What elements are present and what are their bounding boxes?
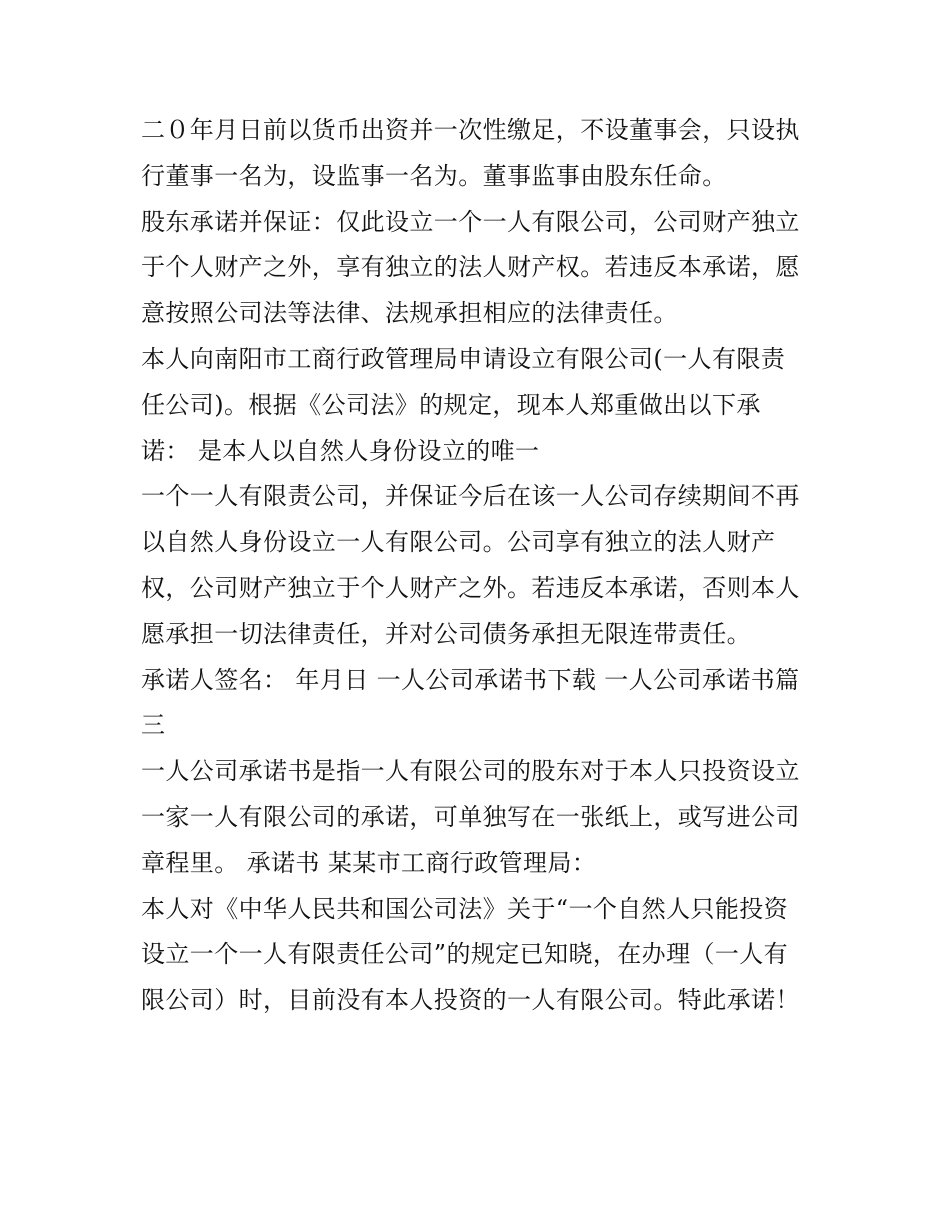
- text-line: 承诺人签名： 年月日 一人公司承诺书下载 一人公司承诺书篇: [141, 665, 800, 694]
- text-line: 行董事一名为，设监事一名为。董事监事由股东任命。: [141, 161, 727, 190]
- document-body: [141, 108, 831, 1024]
- text-line: 意按照公司法等法律、法规承担相应的法律责任。: [141, 299, 678, 328]
- text-line: 诺： 是本人以自然人身份设立的唯一: [141, 436, 540, 465]
- text-line: 限公司）时，目前没有本人投资的一人有限公司。特此承诺！: [141, 986, 800, 1015]
- text-line: 一个一人有限责公司，并保证今后在该一人公司存续期间不再: [141, 482, 800, 511]
- text-line: 二０年月日前以货币出资并一次性缴足，不设董事会，只设执: [141, 116, 800, 144]
- text-line: 权，公司财产独立于个人财产之外。若违反本承诺，否则本人: [141, 573, 800, 602]
- text-line: 本人对《中华人民共和国公司法》关于“一个自然人只能投资: [141, 894, 789, 923]
- text-line: 一家一人有限公司的承诺，可单独写在一张纸上，或写进公司: [141, 802, 800, 831]
- text-line: 设立一个一人有限责任公司”的规定已知晓，在办理（一人有: [141, 940, 789, 969]
- text-line: 一人公司承诺书是指一人有限公司的股东对于本人只投资设立: [141, 757, 800, 786]
- text-line: 以自然人身份设立一人有限公司。公司享有独立的法人财产: [141, 528, 776, 557]
- text-line: 愿承担一切法律责任，并对公司债务承担无限连带责任。: [141, 619, 751, 648]
- text-line: 于个人财产之外，享有独立的法人财产权。若违反本承诺，愿: [141, 253, 800, 282]
- text-line: 任公司)。根据《公司法》的规定，现本人郑重做出以下承: [141, 390, 761, 419]
- text-line: 股东承诺并保证：仅此设立一个一人有限公司，公司财产独立: [141, 207, 800, 236]
- text-line: 本人向南阳市工商行政管理局申请设立有限公司(一人有限责: [141, 344, 786, 373]
- text-line: 章程里。 承诺书 某某市工商行政管理局：: [141, 848, 597, 877]
- text-line: 三: [141, 711, 166, 740]
